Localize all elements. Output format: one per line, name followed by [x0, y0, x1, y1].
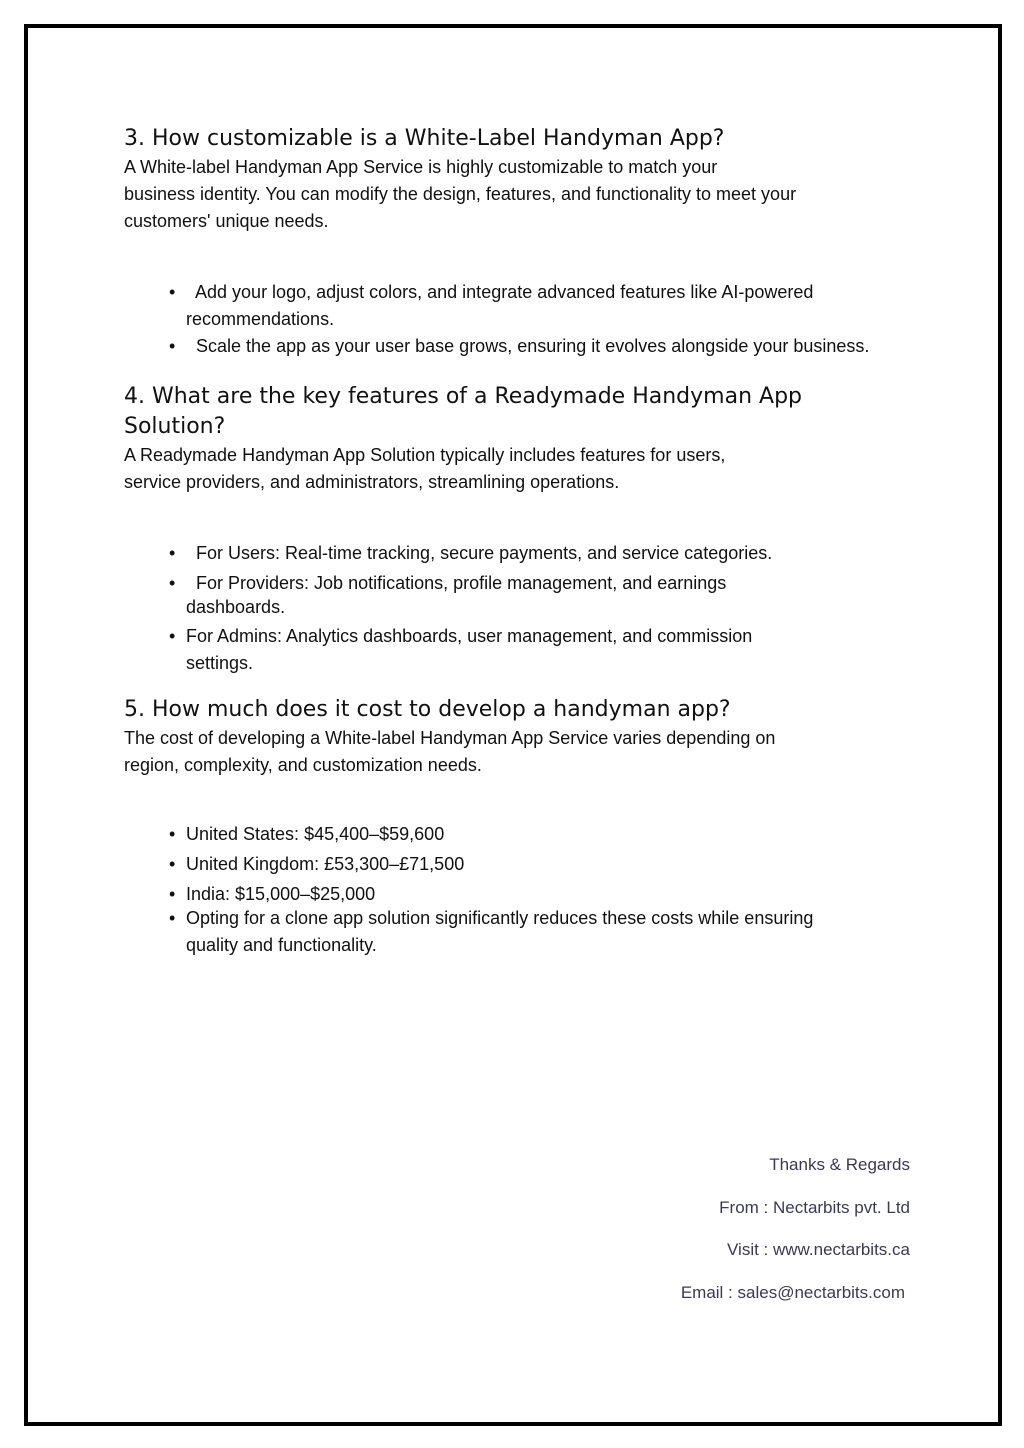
- section-heading-5: 5. How much does it cost to develop a handyman app?: [124, 697, 731, 722]
- list-item: • For Users: Real-time tracking, secure payments, and service categories.: [169, 540, 886, 567]
- bullet-icon: •: [169, 854, 176, 874]
- list-item: • United Kingdom: £53,300–£71,500: [169, 851, 829, 878]
- paragraph-line: business identity. You can modify the design, features, and functionality to meet your: [124, 184, 797, 204]
- list-item: • Add your logo, adjust colors, and integrate advanced features like AI-powered recommendations.: [169, 279, 914, 333]
- paragraph-line: A White-label Handyman App Service is highly customizable to match your: [124, 157, 718, 177]
- section-3-paragraph: [124, 154, 914, 235]
- section-4-paragraph: [124, 442, 914, 496]
- from-company: From : Nectarbits pvt. Ltd: [719, 1197, 910, 1217]
- section-4-bullet-list: [124, 540, 819, 677]
- bullet-icon: •: [169, 626, 176, 646]
- bullet-icon: •: [169, 282, 176, 302]
- paragraph-line: customers' unique needs.: [124, 211, 329, 231]
- list-item: • Opting for a clone app solution significantly reduces these costs while ensuring quality and functionality.: [169, 905, 829, 959]
- bullet-icon: •: [169, 908, 176, 928]
- list-item: • Scale the app as your user base grows, ensuring it evolves alongside your business.: [169, 333, 914, 360]
- contact-email: Email : sales@nectarbits.com: [680, 1282, 905, 1302]
- list-item: • For Admins: Analytics dashboards, user management, and commission settings.: [169, 623, 819, 677]
- bullet-icon: •: [169, 543, 176, 563]
- list-item: • United States: $45,400–$59,600: [169, 821, 829, 848]
- paragraph-line: The cost of developing a White-label Handyman App Service varies depending on: [124, 728, 776, 748]
- signoff-block: [681, 1153, 910, 1323]
- thanks-regards: Thanks & Regards: [769, 1155, 910, 1174]
- section-5-paragraph: [124, 725, 914, 779]
- visit-website: Visit : www.nectarbits.ca: [727, 1240, 910, 1259]
- paragraph-line: service providers, and administrators, streamlining operations.: [124, 472, 620, 492]
- section-heading-3: 3. How customizable is a White-Label Handyman App?: [124, 126, 725, 151]
- section-5-bullet-list: [124, 821, 829, 959]
- bullet-icon: •: [169, 824, 176, 844]
- section-3-bullet-list: [124, 279, 914, 360]
- list-item: • For Providers: Job notifications, profile management, and earnings dashboards.: [169, 573, 727, 617]
- paragraph-line: A Readymade Handyman App Solution typically includes features for users,: [124, 445, 726, 465]
- bullet-icon: •: [169, 573, 176, 593]
- bullet-icon: •: [169, 336, 176, 356]
- bullet-icon: •: [169, 884, 176, 904]
- paragraph-line: region, complexity, and customization needs.: [124, 755, 482, 775]
- list-item: • India: $15,000–$25,000: [169, 881, 829, 908]
- section-heading-4: 4. What are the key features of a Readymade Handyman App Solution?: [124, 384, 802, 439]
- document-content: [124, 124, 914, 962]
